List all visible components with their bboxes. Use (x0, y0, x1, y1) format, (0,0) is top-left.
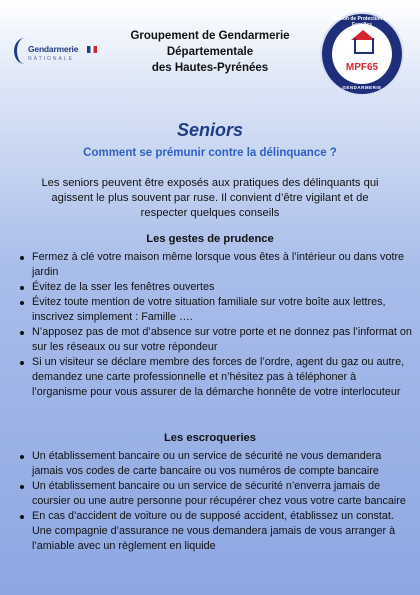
logo-subtext: NATIONALE (28, 56, 74, 62)
header (0, 0, 420, 100)
list-item: N’apposez pas de mot d’absence sur votre porte et ne donnez pas l’informat on sur les réseaux ou sur votre répondeur (32, 325, 414, 355)
logo-text: Gendarmerie (28, 44, 79, 54)
list-item: Un établissement bancaire ou un service de sécurité ne vous demandera jamais vos codes de carte bancaire ou vos numéros de compte bancaire (32, 449, 414, 479)
list-item: Évitez toute mention de votre situation familiale sur votre boîte aux lettres, inscrivez simplement : Famille …. (32, 295, 414, 325)
list-item: Si un visiteur se déclare membre des forces de l’ordre, agent du gaz ou autre, demandez une carte professionnelle et n’hésitez pas à téléphoner à l’organisme pour vous assurer de la démarche honnête de votre interlocuteur (32, 355, 414, 400)
badge-ring-top-text: Maison de Protection des (331, 16, 393, 22)
org-title-line-2: Départementale (166, 46, 254, 58)
gendarmerie-logo (14, 38, 94, 72)
badge-ring-bottom-text: GENDARMERIE (342, 85, 382, 90)
list-item: Un établissement bancaire ou un service de sécurité n’enverra jamais de coursier ou une autre personne pour récupérer chez vous votre carte bancaire (32, 479, 414, 509)
section-title-escroqueries: Les escroqueries (163, 432, 257, 444)
badge-label: MPF65 (345, 62, 379, 73)
page-title: Seniors (176, 120, 244, 140)
section-title-prudence: Les gestes de prudence (146, 233, 274, 245)
badge-inner (332, 24, 392, 84)
org-title-line-1: Groupement de Gendarmerie (130, 30, 290, 42)
organization-title (110, 28, 310, 76)
intro-paragraph: Les seniors peuvent être exposés aux pratiques des délinquants qui agissent le plus souvent par ruse. Il convient d’être vigilant et de respecter quelques conseils (41, 177, 379, 219)
french-flag-icon (87, 46, 97, 53)
house-icon (354, 38, 374, 54)
list-item: Fermez à clé votre maison même lorsque vous êtes à l’intérieur ou dans votre jardin (32, 250, 414, 280)
page-subtitle: Comment se prémunir contre la délinquance ? (83, 147, 337, 159)
prudence-list (16, 250, 414, 400)
mpf65-badge-logo (322, 14, 402, 94)
list-item: Évitez de la sser les fenêtres ouvertes (32, 280, 414, 295)
list-item: En cas d’accident de voiture ou de supposé accident, établissez un constat. Une compagnie d’assurance ne vous demandera jamais de vous arranger à l’amiable avec un règlement en liquide (32, 509, 414, 554)
escroqueries-list (16, 449, 414, 554)
org-title-line-3: des Hautes-Pyrénées (151, 62, 269, 74)
